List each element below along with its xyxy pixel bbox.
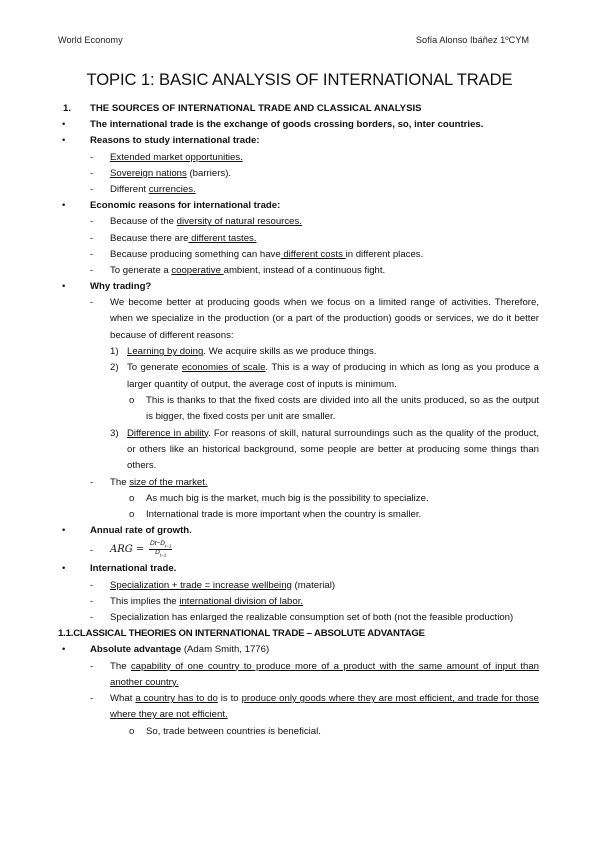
text-underlined: different tastes.: [188, 232, 257, 244]
economic-reason-text: [110, 217, 302, 227]
reason-text: [127, 360, 539, 392]
dash-marker: -: [90, 232, 94, 244]
text-underlined: economies of scale: [181, 362, 266, 374]
market-size-text: [110, 478, 208, 488]
intl-trade-text: Specialization has enlarged the realizable consumption set of both (not the feasible production): [110, 611, 514, 623]
text-run: Because of the: [110, 216, 177, 228]
text-run: (material): [291, 579, 336, 591]
circle-item: [60, 727, 541, 743]
numerator-text: Dt−D: [149, 540, 165, 548]
text-run: What: [110, 693, 136, 705]
dash-item: [60, 581, 541, 597]
circle-marker: o: [129, 492, 135, 504]
reason-text: [110, 185, 196, 195]
item-number: 3): [110, 427, 119, 439]
bullet-marker: •: [62, 200, 66, 212]
dash-marker: -: [90, 545, 94, 557]
bullet-marker: •: [62, 525, 66, 537]
denominator-sub: t−1: [159, 552, 167, 558]
dash-marker: -: [90, 183, 94, 195]
denominator-text: D: [155, 549, 160, 557]
numerator-sub: t−1: [164, 543, 172, 549]
reason-text: Extended market opportunities.: [110, 151, 243, 163]
reason-underlined: currencies.: [148, 183, 196, 195]
economic-reason-text: [110, 250, 423, 260]
text-run: Because there are: [110, 232, 189, 244]
circle-marker: o: [129, 395, 135, 407]
text-underlined: produce only goods where they are most efficient, and trade for those where they are not efficient.: [110, 693, 539, 721]
arg-label: Annual rate of growth.: [90, 525, 192, 537]
page-title: TOPIC 1: BASIC ANALYSIS OF INTERNATIONAL TRADE: [86, 70, 513, 89]
text-underlined: Learning by doing: [127, 346, 204, 358]
sub-text: So, trade between countries is beneficial.: [146, 725, 321, 737]
bullet-marker: •: [62, 563, 66, 575]
absolute-text: [110, 691, 539, 723]
section-heading: [60, 104, 541, 120]
dash-item: [60, 217, 541, 233]
section-number: 1.: [63, 103, 72, 114]
why-trading-label: Why trading?: [90, 281, 152, 293]
text-run: . For reasons of skill, natural surroundings such as the quality of the product, or others like an historical background, some people are better at producing some things than others.: [127, 427, 539, 472]
text-underlined: Difference in ability: [127, 427, 209, 439]
dash-marker: -: [90, 167, 94, 179]
text-run: is to: [217, 693, 242, 705]
economic-reason-text: [110, 234, 257, 244]
circle-item: [60, 494, 541, 510]
dash-item: [60, 694, 541, 727]
dash-item: [60, 662, 541, 695]
item-number: 1): [110, 346, 119, 358]
reason-text: [110, 169, 231, 179]
reason-text: [127, 426, 539, 475]
circle-marker: o: [129, 509, 135, 520]
dash-marker: -: [90, 611, 94, 623]
text-underlined: a country has to do: [135, 693, 218, 705]
dash-item: [60, 153, 541, 169]
economic-reasons-label: Economic reasons for international trade:: [90, 200, 281, 212]
numbered-item: [60, 429, 541, 478]
formula-denominator: [155, 550, 166, 558]
text-run: ambient, instead of a continuous fight.: [223, 264, 386, 276]
bullet-item: [60, 201, 541, 217]
dash-marker: -: [90, 248, 94, 260]
text-underlined: international division of labor.: [179, 595, 304, 607]
circle-item: [60, 396, 541, 429]
why-trading-intro: We become better at producing goods when we focus on a limited range of activities. Therefore, when we specialize in the production (or a part of the production) goods or services, we do it better because of different reasons:: [110, 297, 539, 341]
text-bold: Absolute advantage: [90, 644, 182, 656]
text-underlined: size of the market.: [129, 476, 208, 488]
dash-item: [60, 597, 541, 613]
reason-text: [127, 347, 376, 357]
absolute-advantage-label: [90, 645, 269, 655]
intl-trade-text: [110, 581, 335, 591]
dash-item: [60, 478, 541, 494]
sub-text: As much big is the market, much big is the possibility to specialize.: [146, 492, 429, 504]
text-underlined: different costs: [280, 248, 346, 260]
text-run: To generate a: [110, 264, 172, 276]
dash-marker: -: [90, 476, 94, 488]
dash-item: [60, 250, 541, 266]
formula-lhs: ARG =: [110, 544, 145, 556]
dash-marker: -: [90, 264, 94, 276]
subsection-heading: [60, 629, 541, 645]
text-run: The: [110, 660, 131, 672]
text-run: This implies the: [110, 595, 180, 607]
text-run: The: [110, 476, 130, 488]
sub-text: International trade is more important when the country is smaller.: [146, 509, 422, 520]
circle-item: [60, 510, 541, 526]
bullet-marker: •: [62, 644, 66, 656]
text-run: in different places.: [345, 248, 424, 260]
dash-item: [60, 298, 541, 347]
header-author: Sofía Alonso Ibáñez 1ºCYM: [415, 35, 529, 45]
text-run: Because producing something can have: [110, 248, 281, 260]
reason-pre: Different: [110, 183, 149, 195]
header-course: World Economy: [58, 35, 123, 45]
dash-item: [60, 266, 541, 282]
text-run: . This is a way of producing in which as long as you produce a larger quantity of output, the average cost of inputs is minimum.: [127, 362, 539, 390]
dash-item: [60, 613, 541, 629]
dash-marker: -: [90, 579, 94, 591]
bullet-marker: •: [62, 119, 66, 131]
reason-rest: (barriers).: [186, 167, 232, 179]
bullet-marker: •: [62, 281, 66, 293]
text-underlined: diversity of natural resources.: [176, 216, 302, 228]
reason-underlined: Sovereign nations: [110, 167, 187, 179]
absolute-text: [110, 659, 539, 691]
text-run: . We acquire skills as we produce things.: [203, 346, 377, 358]
dash-item: [60, 169, 541, 185]
bullet-item: [60, 526, 541, 542]
dash-item: [60, 234, 541, 250]
dash-marker: -: [90, 216, 94, 228]
sub-text: This is thanks to that the fixed costs are divided into all the units produced, so as the output is bigger, the fixed costs per unit are smaller.: [146, 395, 539, 423]
bullet-item: [60, 120, 541, 136]
formula-numerator: [149, 541, 172, 550]
numbered-item: [60, 363, 541, 396]
dash-item: [60, 185, 541, 201]
subsection-title: 1.1.CLASSICAL THEORIES ON INTERNATIONAL TRADE – ABSOLUTE ADVANTAGE: [58, 628, 425, 640]
definition-text: The international trade is the exchange of goods crossing borders, so, inter countries.: [90, 119, 484, 131]
text-underlined: Specialization + trade = increase wellbeing: [110, 579, 292, 591]
page-header: [58, 36, 529, 45]
dash-marker: -: [90, 297, 94, 309]
intl-trade-text: [110, 597, 303, 607]
section-title: THE SOURCES OF INTERNATIONAL TRADE AND CLASSICAL ANALYSIS: [90, 103, 422, 114]
reasons-study-label: Reasons to study international trade:: [90, 135, 260, 147]
formula-fraction: [149, 541, 172, 558]
citation: (Adam Smith, 1776): [181, 644, 270, 656]
dash-marker: -: [90, 660, 94, 672]
economic-reason-text: [110, 266, 385, 276]
intl-trade-label: International trade.: [90, 563, 177, 575]
dash-marker: -: [90, 595, 94, 607]
arg-formula: [110, 541, 172, 558]
circle-marker: o: [129, 725, 135, 737]
text-underlined: cooperative: [171, 264, 224, 276]
document-body: [60, 104, 541, 743]
formula-line: [60, 542, 541, 564]
text-underlined: capability of one country to produce more of a product with the same amount of input than another country.: [110, 660, 539, 688]
dash-marker: -: [90, 151, 94, 163]
bullet-item: [60, 136, 541, 152]
text-run: To generate: [127, 362, 182, 374]
bullet-item: [60, 564, 541, 580]
dash-marker: -: [90, 693, 94, 705]
bullet-marker: •: [62, 135, 66, 147]
item-number: 2): [110, 362, 119, 374]
